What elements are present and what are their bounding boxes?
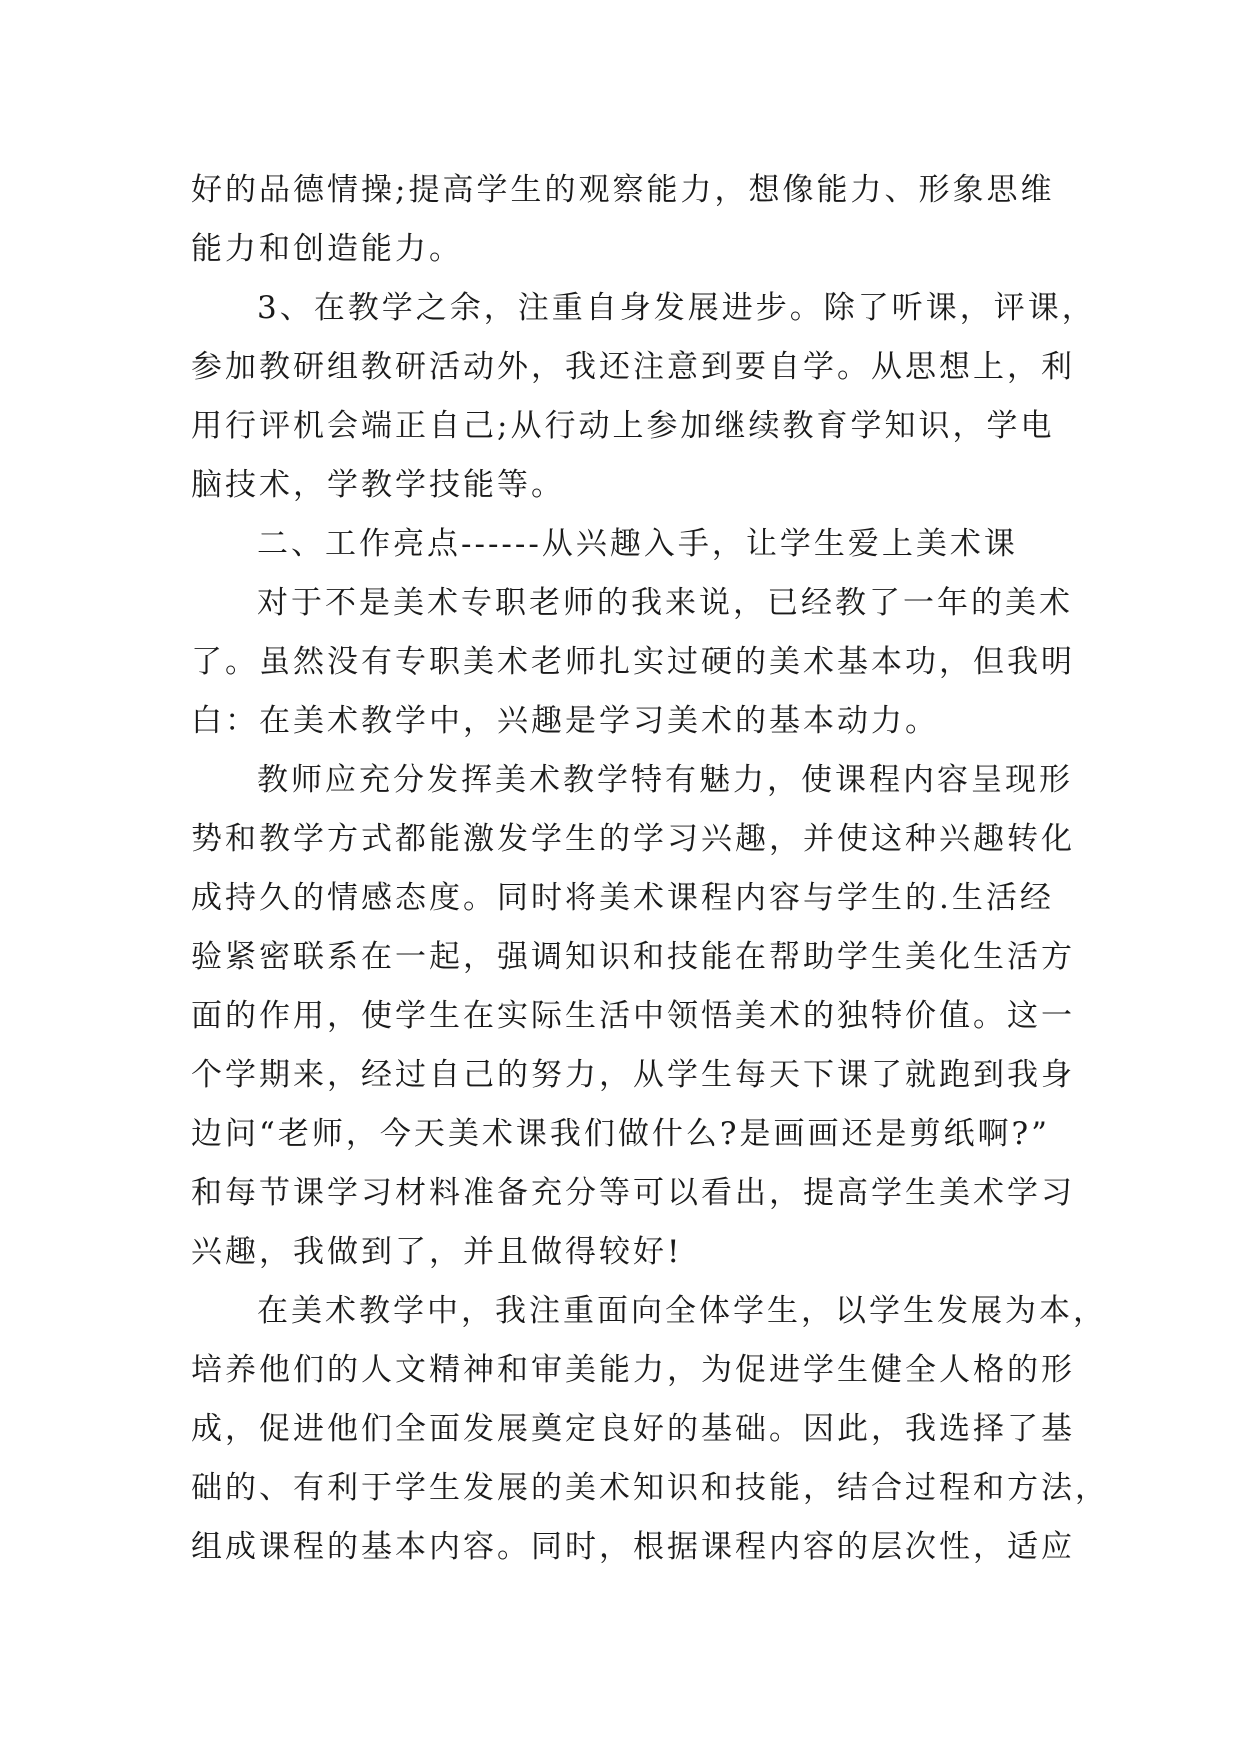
text-line: 参加教研组教研活动外，我还注意到要自学。从思想上，利 <box>191 349 1075 385</box>
text-line: 白：在美术教学中，兴趣是学习美术的基本动力。 <box>191 703 939 739</box>
text-line: 和每节课学习材料准备充分等可以看出，提高学生美术学习 <box>191 1175 1075 1211</box>
text-line: 个学期来，经过自己的努力，从学生每天下课了就跑到我身 <box>191 1057 1075 1093</box>
section-heading: 二、工作亮点------从兴趣入手，让学生爱上美术课 <box>257 526 1018 562</box>
text-line: 能力和创造能力。 <box>191 231 463 267</box>
text-line: 对于不是美术专职老师的我来说，已经教了一年的美术 <box>257 585 1073 621</box>
text-line: 成持久的情感态度。同时将美术课程内容与学生的.生活经 <box>191 880 1054 916</box>
text-line: 在美术教学中，我注重面向全体学生，以学生发展为本， <box>257 1293 1107 1329</box>
document-body <box>191 161 1109 1577</box>
text-line: 面的作用，使学生在实际生活中领悟美术的独特价值。这一 <box>191 998 1075 1034</box>
text-line: 验紧密联系在一起，强调知识和技能在帮助学生美化生活方 <box>191 939 1075 975</box>
text-line: 础的、有利于学生发展的美术知识和技能，结合过程和方法， <box>191 1470 1109 1506</box>
text-line: 了。虽然没有专职美术老师扎实过硬的美术基本功，但我明 <box>191 644 1075 680</box>
text-line: 组成课程的基本内容。同时，根据课程内容的层次性，适应 <box>191 1529 1075 1565</box>
text-line: 好的品德情操;提高学生的观察能力，想像能力、形象思维 <box>191 172 1055 208</box>
text-line: 边问“老师，今天美术课我们做什么?是画画还是剪纸啊?” <box>191 1116 1050 1152</box>
text-line: 3、在教学之余，注重自身发展进步。除了听课，评课， <box>257 290 1096 326</box>
text-line: 成，促进他们全面发展奠定良好的基础。因此，我选择了基 <box>191 1411 1075 1447</box>
text-line: 势和教学方式都能激发学生的学习兴趣，并使这种兴趣转化 <box>191 821 1075 857</box>
text-line: 用行评机会端正自己;从行动上参加继续教育学知识，学电 <box>191 408 1055 444</box>
text-line: 培养他们的人文精神和审美能力，为促进学生健全人格的形 <box>191 1352 1075 1388</box>
text-line: 兴趣，我做到了，并且做得较好! <box>191 1234 683 1270</box>
text-line: 教师应充分发挥美术教学特有魅力，使课程内容呈现形 <box>257 762 1073 798</box>
text-line: 脑技术，学教学技能等。 <box>191 467 565 503</box>
